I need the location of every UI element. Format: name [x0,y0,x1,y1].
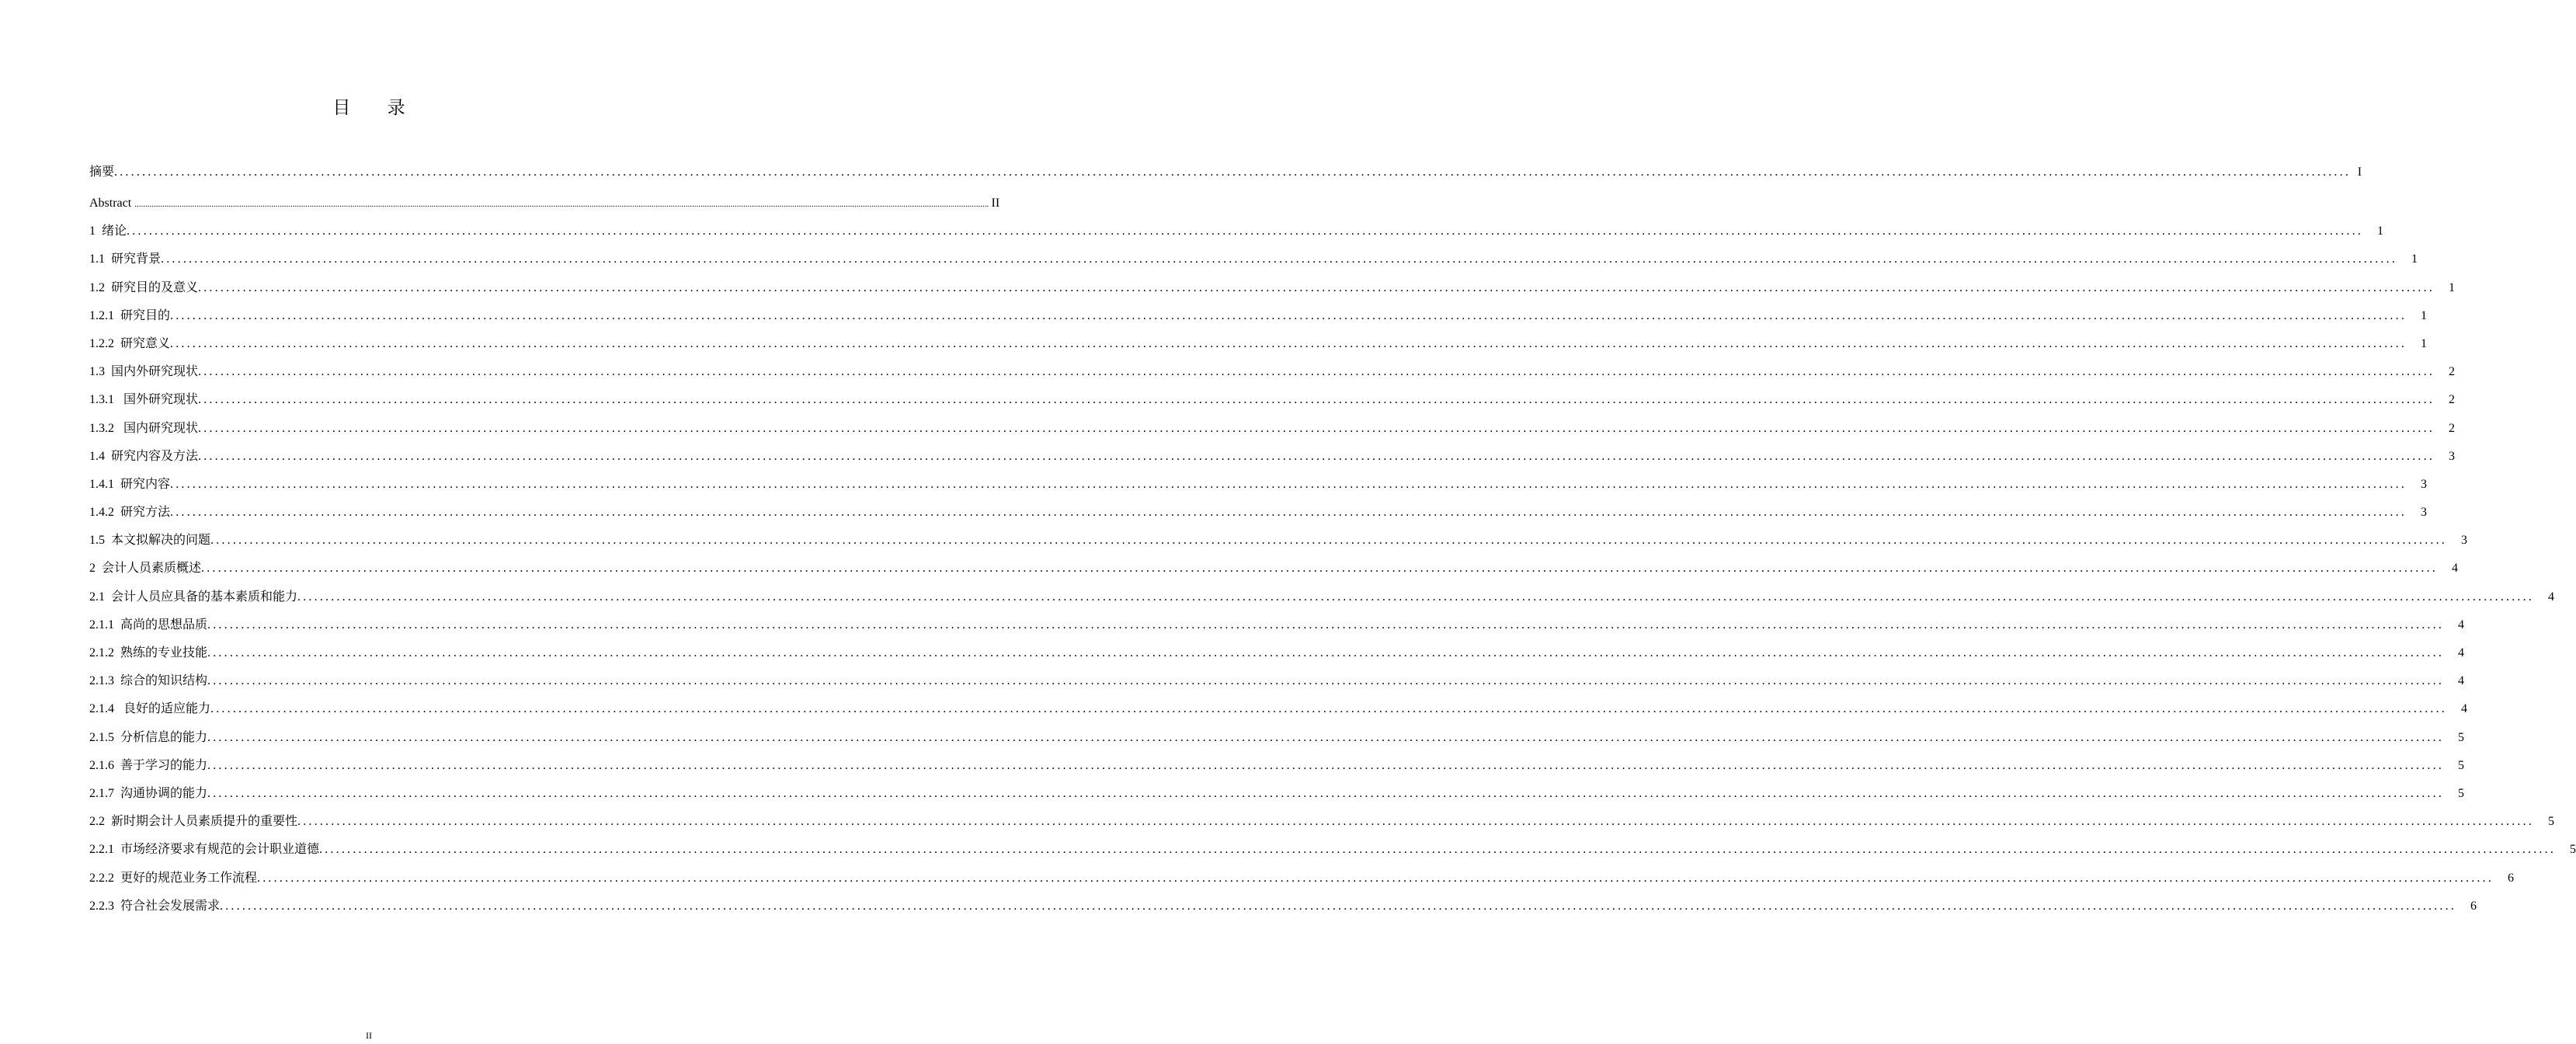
toc-entry[interactable] [89,813,2555,840]
toc-entry-page: 5 [2570,843,2576,857]
toc-entry[interactable] [89,785,2465,813]
toc-entry[interactable] [89,672,2465,700]
dot-leader: ................................................................................................................................................................................................................................................................................................................................................................................................................ [134,200,989,209]
toc-entry-page: 1 [2421,308,2428,322]
toc-entry[interactable] [89,250,2418,278]
toc-entry-page: 4 [2458,674,2465,688]
toc-entry[interactable] [89,163,2362,194]
dot-leader: ................................................................................................................................................................................................................................................................................................................................................................................................................ [207,758,2445,772]
toc-entry-page: 4 [2461,702,2468,716]
toc-entry[interactable] [89,391,2456,419]
toc-entry[interactable] [89,194,1000,222]
dot-leader: ................................................................................................................................................................................................................................................................................................................................................................................................................ [207,618,2445,632]
toc-entry-page: 3 [2421,506,2428,520]
dot-leader: ................................................................................................................................................................................................................................................................................................................................................................................................................ [127,224,2364,238]
toc-entry[interactable] [89,503,2428,531]
toc-entry-title: Abstract [89,194,134,213]
toc-entry-title: 1.3 国内外研究现状 [89,363,198,381]
toc-entry-title: 2.1 会计人员应具备的基本素质和能力 [89,588,297,607]
toc-entry-title: 2.2.1 市场经济要求有规范的会计职业道德 [89,840,319,859]
toc-entry[interactable] [89,222,2384,250]
toc-entry-page: I [2357,165,2362,179]
dot-leader: ................................................................................................................................................................................................................................................................................................................................................................................................................ [257,871,2494,885]
toc-entry-page: 1 [2377,224,2384,238]
toc-entry-page: 2 [2449,393,2456,407]
dot-leader: ................................................................................................................................................................................................................................................................................................................................................................................................................ [207,730,2445,744]
dot-leader: ................................................................................................................................................................................................................................................................................................................................................................................................................ [220,899,2457,913]
toc-entry-title: 1.3.2 国内研究现状 [89,419,198,438]
toc-entry-page: 3 [2421,477,2428,491]
toc-entry-page: 5 [2458,758,2465,772]
toc-entry-page: 4 [2548,590,2555,604]
toc-entry[interactable] [89,616,2465,644]
dot-leader: ................................................................................................................................................................................................................................................................................................................................................................................................................ [207,674,2445,688]
toc-entry-page: 1 [2449,280,2456,294]
toc-entry[interactable] [89,588,2555,616]
toc-entry-title: 1.4.1 研究内容 [89,475,170,494]
toc-entry-page: 6 [2508,871,2515,885]
toc-entry[interactable] [89,447,2456,475]
dot-leader: ................................................................................................................................................................................................................................................................................................................................................................................................................ [170,506,2407,520]
dot-leader: ................................................................................................................................................................................................................................................................................................................................................................................................................ [198,449,2435,463]
toc-entry[interactable] [89,363,2456,391]
toc-entry-title: 1.4 研究内容及方法 [89,447,198,466]
toc-entry[interactable] [89,335,2428,363]
toc-entry-title: 2 会计人员素质概述 [89,559,201,578]
toc-entry-page: 5 [2458,730,2465,744]
dot-leader: ................................................................................................................................................................................................................................................................................................................................................................................................................ [161,252,2398,266]
toc-entry-title: 2.2.2 更好的规范业务工作流程 [89,869,257,888]
toc-entry[interactable] [89,757,2465,785]
toc-entry-page: 6 [2470,899,2477,913]
dot-leader: ................................................................................................................................................................................................................................................................................................................................................................................................................ [319,843,2557,857]
toc-entry[interactable] [89,559,2459,587]
toc-entry-title: 1.2 研究目的及意义 [89,279,198,298]
dot-leader: ................................................................................................................................................................................................................................................................................................................................................................................................................ [198,421,2435,435]
toc-entry-page: 5 [2548,815,2555,829]
toc-entry-title: 2.2 新时期会计人员素质提升的重要性 [89,813,297,831]
toc-entry[interactable] [89,531,2468,559]
dot-leader: ................................................................................................................................................................................................................................................................................................................................................................................................................ [170,336,2407,350]
toc-entry-page: 4 [2458,646,2465,659]
toc-entry-page: 3 [2461,534,2468,548]
page-number: II [366,1030,372,1041]
dot-leader: ................................................................................................................................................................................................................................................................................................................................................................................................................ [297,815,2535,829]
toc-entry-title: 1.3.1 国外研究现状 [89,391,198,409]
dot-leader: ................................................................................................................................................................................................................................................................................................................................................................................................................ [210,702,2448,716]
toc-entry-page: 1 [2411,252,2418,266]
toc-entry[interactable] [89,307,2428,335]
dot-leader: ................................................................................................................................................................................................................................................................................................................................................................................................................ [114,165,2352,179]
toc-entry-title: 1 绪论 [89,222,127,241]
toc-entry-title: 1.2.1 研究目的 [89,307,170,325]
toc-entry[interactable] [89,475,2428,503]
dot-leader: ................................................................................................................................................................................................................................................................................................................................................................................................................ [201,562,2439,576]
toc-entry-title: 摘要 [89,163,114,182]
toc-entry[interactable] [89,700,2468,728]
toc-entry-page: 4 [2458,618,2465,632]
toc-entry[interactable] [89,869,2515,897]
toc-entry-page: 3 [2449,449,2456,463]
toc-entry-page: 2 [2449,365,2456,379]
dot-leader: ................................................................................................................................................................................................................................................................................................................................................................................................................ [198,365,2435,379]
toc-entry-title: 2.2.3 符合社会发展需求 [89,897,220,916]
dot-leader: ................................................................................................................................................................................................................................................................................................................................................................................................................ [198,280,2435,294]
toc-title: 目 录 [332,98,421,118]
dot-leader: ................................................................................................................................................................................................................................................................................................................................................................................................................ [170,477,2407,491]
toc-entry-title: 2.1.7 沟通协调的能力 [89,785,207,803]
toc-entry-title: 2.1.4 良好的适应能力 [89,700,210,719]
toc-entry-title: 2.1.6 善于学习的能力 [89,757,207,775]
toc-entry-title: 1.5 本文拟解决的问题 [89,531,210,550]
toc-entry-title: 2.1.3 综合的知识结构 [89,672,207,691]
dot-leader: ................................................................................................................................................................................................................................................................................................................................................................................................................ [198,393,2435,407]
toc-entry[interactable] [89,644,2465,672]
dot-leader: ................................................................................................................................................................................................................................................................................................................................................................................................................ [210,534,2448,548]
toc-entry-title: 1.1 研究背景 [89,250,161,269]
dot-leader: ................................................................................................................................................................................................................................................................................................................................................................................................................ [207,786,2445,800]
toc-entry-page: 4 [2452,562,2459,576]
toc-entry-page: 5 [2458,786,2465,800]
toc-entry-page: 1 [2421,336,2428,350]
toc-entry[interactable] [89,279,2456,307]
toc-list [89,163,2576,925]
toc-entry[interactable] [89,840,2576,868]
dot-leader: ................................................................................................................................................................................................................................................................................................................................................................................................................ [170,308,2407,322]
toc-entry-title: 2.1.5 分析信息的能力 [89,729,207,747]
toc-entry-title: 2.1.2 熟练的专业技能 [89,644,207,663]
toc-entry[interactable] [89,897,2477,925]
dot-leader: ................................................................................................................................................................................................................................................................................................................................................................................................................ [297,590,2535,604]
toc-entry-title: 2.1.1 高尚的思想品质 [89,616,207,635]
dot-leader: ................................................................................................................................................................................................................................................................................................................................................................................................................ [207,646,2445,659]
toc-entry-title: 1.2.2 研究意义 [89,335,170,353]
toc-entry[interactable] [89,729,2465,757]
toc-entry-title: 1.4.2 研究方法 [89,503,170,522]
toc-entry-page: II [991,197,1000,210]
toc-entry-page: 2 [2449,421,2456,435]
toc-entry[interactable] [89,419,2456,447]
